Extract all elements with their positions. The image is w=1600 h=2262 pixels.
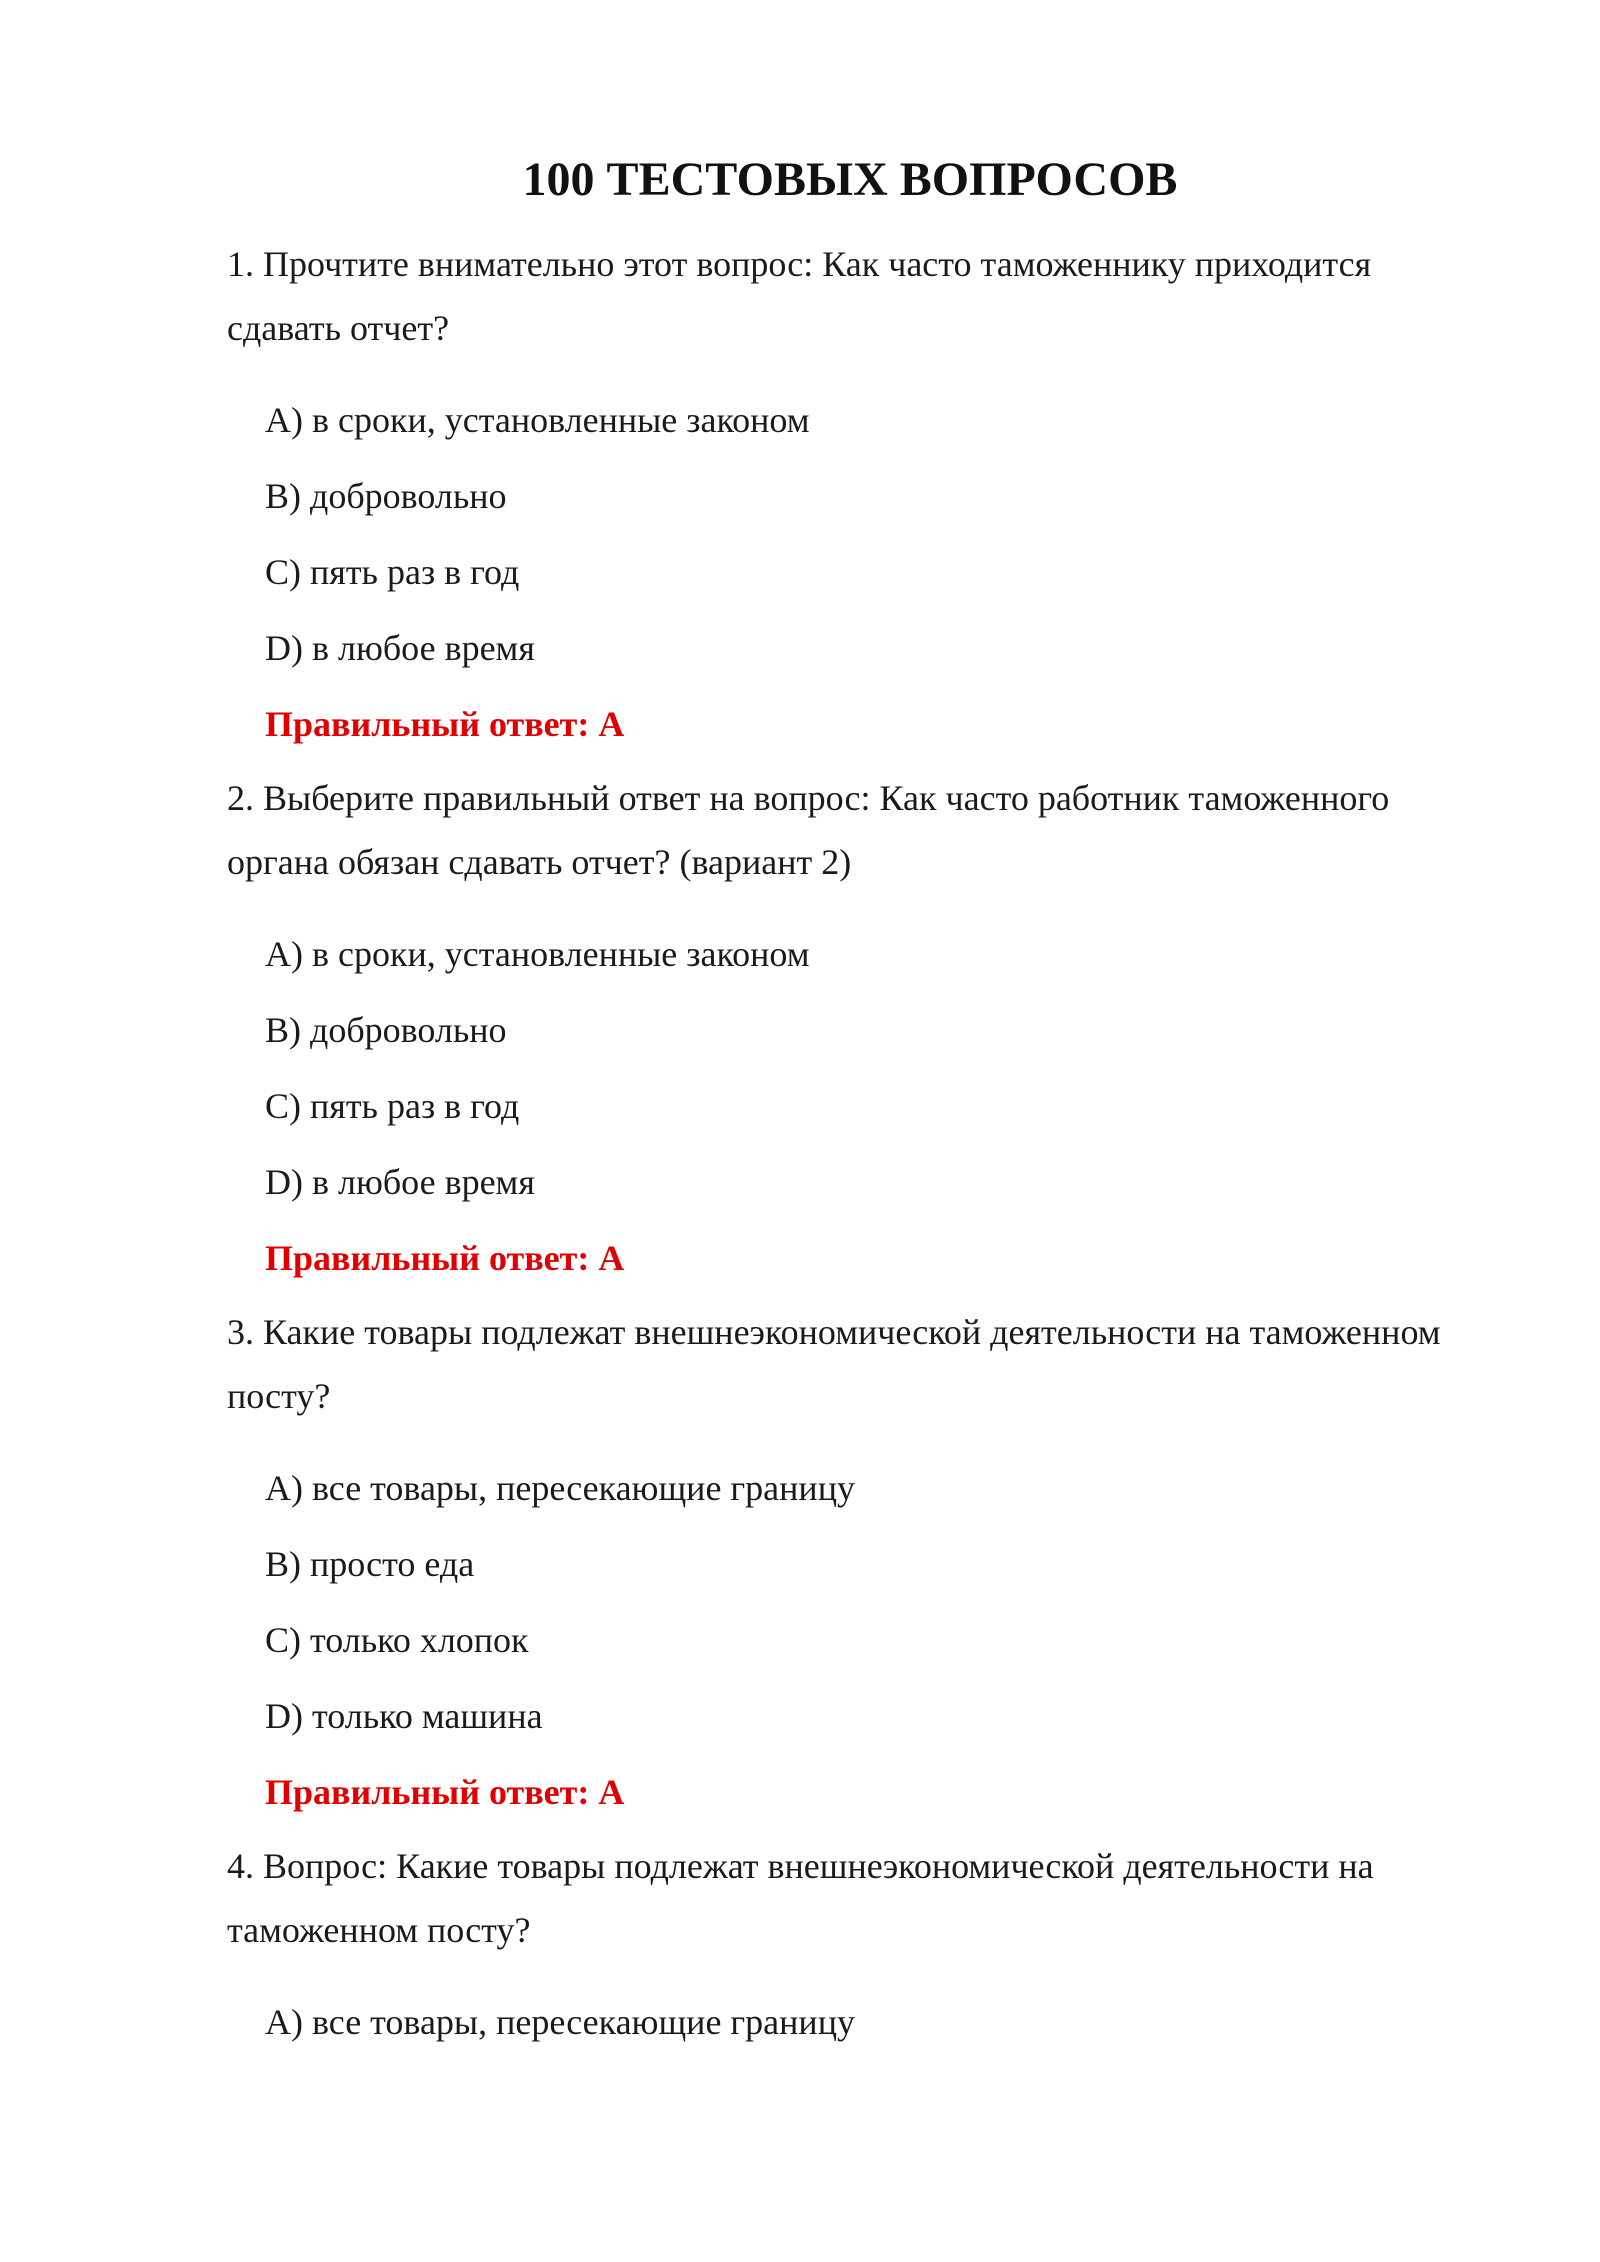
question-4-text: 4. Вопрос: Какие товары подлежат внешнеэкономической деятельности на таможенном посту? [227, 1846, 1374, 1950]
question-3-option-c: C) только хлопок [265, 1620, 529, 1660]
question-1-option-c: C) пять раз в год [265, 552, 520, 592]
question-3-option-b: B) просто еда [265, 1544, 475, 1584]
question-3-option-d: D) только машина [265, 1696, 543, 1736]
question-2-option-a: A) в сроки, установленные законом [265, 934, 810, 974]
question-2-option-c: C) пять раз в год [265, 1086, 520, 1126]
question-4-option-a: A) все товары, пересекающие границу [265, 2002, 855, 2042]
question-2-option-b: B) добровольно [265, 1010, 507, 1050]
question-1-option-b: B) добровольно [265, 476, 507, 516]
question-1-option-d: D) в любое время [265, 628, 535, 668]
question-3-answer: Правильный ответ: A [265, 1772, 625, 1812]
question-2-answer: Правильный ответ: A [265, 1238, 625, 1278]
document-title: 100 ТЕСТОВЫХ ВОПРОСОВ [522, 153, 1178, 206]
question-2-option-d: D) в любое время [265, 1162, 535, 1202]
question-1-text: 1. Прочтите внимательно этот вопрос: Как часто таможеннику приходится сдавать отчет? [227, 244, 1372, 348]
question-3-option-a: A) все товары, пересекающие границу [265, 1468, 855, 1508]
question-1-answer: Правильный ответ: A [265, 704, 625, 744]
question-3-text: 3. Какие товары подлежат внешнеэкономической деятельности на таможенном посту? [227, 1312, 1441, 1416]
question-1-option-a: A) в сроки, установленные законом [265, 400, 810, 440]
question-2-text: 2. Выберите правильный ответ на вопрос: Как часто работник таможенного органа обязан сдавать отчет? (вариант 2) [227, 778, 1390, 882]
